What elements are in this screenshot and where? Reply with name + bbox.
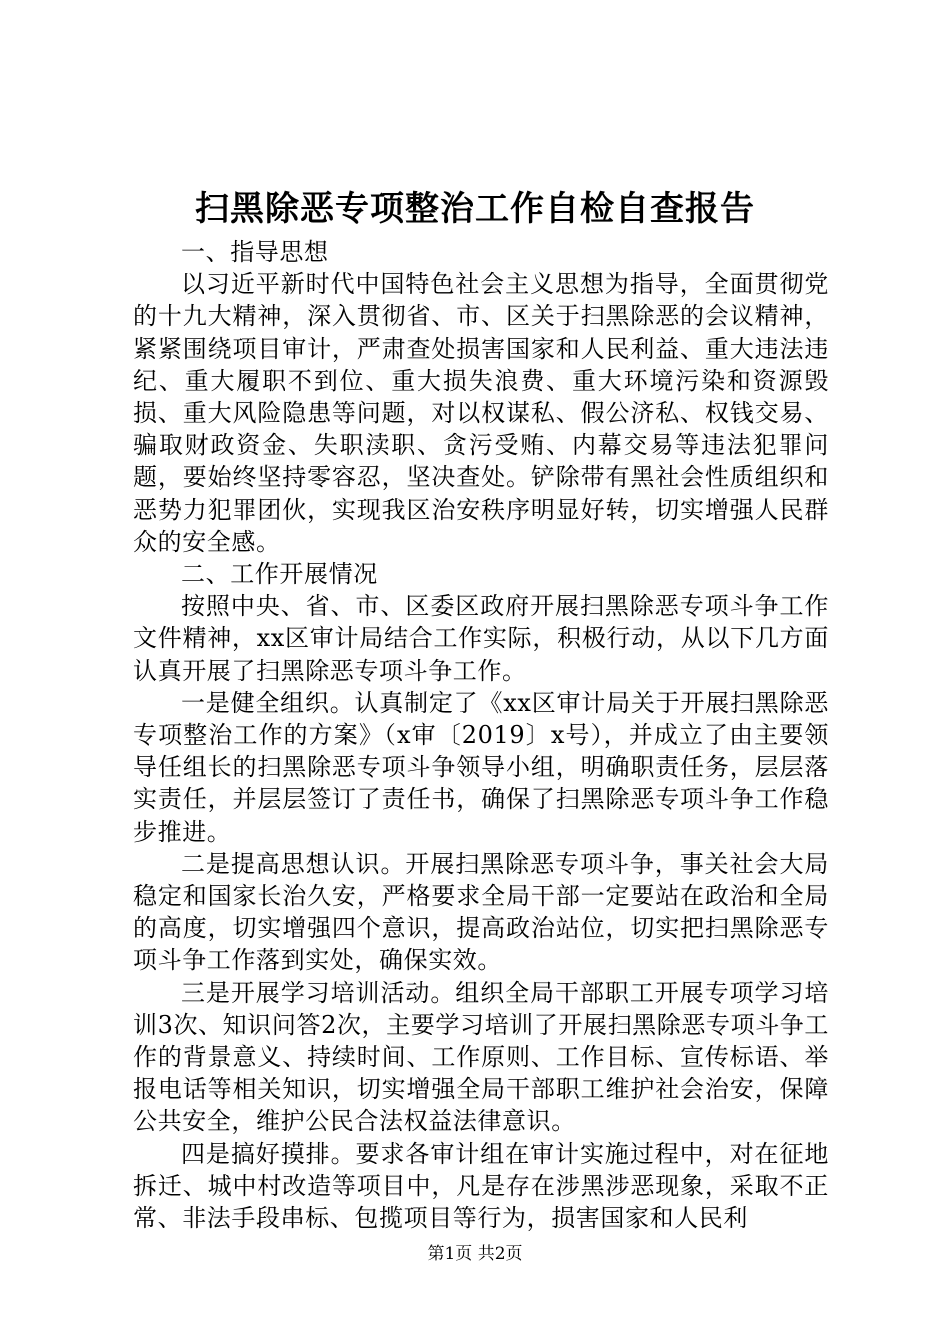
section-heading-guiding-ideology: 一、指导思想 bbox=[181, 238, 329, 266]
paragraph-awareness: 二是提高思想认识。开展扫黑除恶专项斗争，事关社会大局稳定和国家长治久安，严格要求全局干部一定要站在政治和全局的高度，切实增强四个意识，提高政治站位，切实把扫黑除恶专项斗争工作落到实处，确保实效。 bbox=[133, 849, 829, 975]
document-body bbox=[133, 236, 829, 1234]
paragraph-investigation: 四是搞好摸排。要求各审计组在审计实施过程中，对在征地拆迁、城中村改造等项目中，凡是存在涉黑涉恶现象，采取不正常、非法手段串标、包揽项目等行为，损害国家和人民利 bbox=[133, 1139, 829, 1233]
document-title: 扫黑除恶专项整治工作自检自查报告 bbox=[195, 189, 755, 229]
page-number-footer: 第1页 共2页 bbox=[427, 1244, 523, 1264]
paragraph-organization: 一是健全组织。认真制定了《xx区审计局关于开展扫黑除恶专项整治工作的方案》（x审〔2019〕x号），并成立了由主要领导任组长的扫黑除恶专项斗争领导小组，明确职责任务，层层落实责任，并层层签订了责任书，确保了扫黑除恶专项斗争工作稳步推进。 bbox=[133, 688, 829, 846]
paragraph-guiding-ideology: 以习近平新时代中国特色社会主义思想为指导，全面贯彻党的十九大精神，深入贯彻省、市、区关于扫黑除恶的会议精神，紧紧围绕项目审计，严肃查处损害国家和人民利益、重大违法违纪、重大履职不到位、重大损失浪费、重大环境污染和资源毁损、重大风险隐患等问题，对以权谋私、假公济私、权钱交易、骗取财政资金、失职渎职、贪污受贿、内幕交易等违法犯罪问题，要始终坚持零容忍，坚决查处。铲除带有黑社会性质组织和恶势力犯罪团伙，实现我区治安秩序明显好转，切实增强人民群众的安全感。 bbox=[133, 270, 829, 556]
paragraph-work-overview: 按照中央、省、市、区委区政府开展扫黑除恶专项斗争工作文件精神，xx区审计局结合工作实际，积极行动，从以下几方面认真开展了扫黑除恶专项斗争工作。 bbox=[133, 592, 829, 685]
paragraph-training: 三是开展学习培训活动。组织全局干部职工开展专项学习培训3次、知识问答2次，主要学习培训了开展扫黑除恶专项斗争工作的背景意义、持续时间、工作原则、工作目标、宣传标语、举报电话等相关知识，切实增强全局干部职工维护社会治安，保障公共安全，维护公民合法权益法律意识。 bbox=[133, 978, 829, 1136]
section-heading-work-progress: 二、工作开展情况 bbox=[181, 560, 378, 589]
